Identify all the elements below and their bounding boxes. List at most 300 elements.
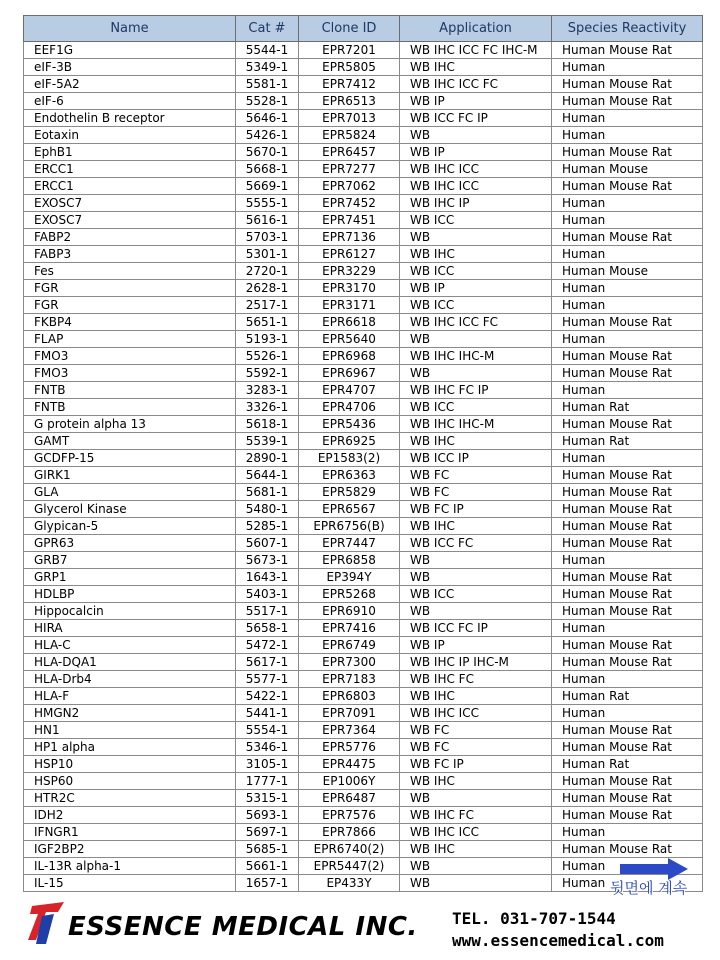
column-header-name: Name (24, 16, 236, 42)
cell-clone: EPR5805 (299, 59, 400, 76)
cell-species: Human (552, 858, 703, 875)
table-row (24, 824, 703, 841)
cell-cat: 5661-1 (236, 858, 299, 875)
cell-clone: EPR3171 (299, 297, 400, 314)
table-row (24, 212, 703, 229)
cell-app: WB FC (400, 739, 552, 756)
cell-app: WB IHC (400, 773, 552, 790)
cell-name: FKBP4 (24, 314, 236, 331)
cell-clone: EPR5447(2) (299, 858, 400, 875)
cell-name: GRB7 (24, 552, 236, 569)
cell-clone: EPR7452 (299, 195, 400, 212)
cell-clone: EPR6803 (299, 688, 400, 705)
cell-cat: 1657-1 (236, 875, 299, 892)
cell-species: Human (552, 382, 703, 399)
cell-clone: EPR7091 (299, 705, 400, 722)
cell-name: HLA-Drb4 (24, 671, 236, 688)
cell-cat: 5472-1 (236, 637, 299, 654)
cell-clone: EPR7062 (299, 178, 400, 195)
cell-cat: 5544-1 (236, 42, 299, 59)
cell-clone: EPR4475 (299, 756, 400, 773)
cell-cat: 5426-1 (236, 127, 299, 144)
cell-cat: 5685-1 (236, 841, 299, 858)
cell-name: HLA-F (24, 688, 236, 705)
cell-species: Human (552, 671, 703, 688)
cell-name: Fes (24, 263, 236, 280)
cell-species: Human Mouse Rat (552, 501, 703, 518)
table-row (24, 399, 703, 416)
cell-name: Endothelin B receptor (24, 110, 236, 127)
cell-app: WB IHC ICC FC (400, 314, 552, 331)
cell-cat: 5668-1 (236, 161, 299, 178)
cell-clone: EPR7447 (299, 535, 400, 552)
table-row (24, 246, 703, 263)
cell-app: WB ICC IP (400, 450, 552, 467)
cell-cat: 5539-1 (236, 433, 299, 450)
table-row (24, 705, 703, 722)
cell-cat: 3326-1 (236, 399, 299, 416)
column-header-application: Application (400, 16, 552, 42)
cell-name: GAMT (24, 433, 236, 450)
table-row (24, 331, 703, 348)
table-row (24, 382, 703, 399)
table-row (24, 518, 703, 535)
table-row (24, 637, 703, 654)
cell-app: WB IHC ICC FC (400, 76, 552, 93)
table-row (24, 280, 703, 297)
cell-cat: 5646-1 (236, 110, 299, 127)
cell-name: ERCC1 (24, 161, 236, 178)
cell-species: Human (552, 297, 703, 314)
cell-app: WB ICC (400, 212, 552, 229)
cell-app: WB IHC (400, 518, 552, 535)
cell-clone: EPR7201 (299, 42, 400, 59)
cell-name: FMO3 (24, 365, 236, 382)
cell-name: FMO3 (24, 348, 236, 365)
website-url: www.essencemedical.com (452, 931, 664, 950)
cell-clone: EPR7412 (299, 76, 400, 93)
cell-species: Human Mouse Rat (552, 348, 703, 365)
cell-clone: EPR7300 (299, 654, 400, 671)
cell-species: Human Mouse Rat (552, 93, 703, 110)
table-row (24, 110, 703, 127)
cell-cat: 5681-1 (236, 484, 299, 501)
cell-app: WB ICC (400, 586, 552, 603)
table-row (24, 365, 703, 382)
table-row (24, 229, 703, 246)
table-row (24, 654, 703, 671)
cell-clone: EP394Y (299, 569, 400, 586)
table-row (24, 144, 703, 161)
cell-cat: 5301-1 (236, 246, 299, 263)
cell-app: WB FC (400, 467, 552, 484)
cell-cat: 3105-1 (236, 756, 299, 773)
cell-app: WB IHC IHC-M (400, 348, 552, 365)
cell-species: Human Rat (552, 399, 703, 416)
cell-app: WB ICC (400, 297, 552, 314)
cell-name: GPR63 (24, 535, 236, 552)
table-row (24, 620, 703, 637)
table-row (24, 467, 703, 484)
cell-app: WB IP (400, 280, 552, 297)
cell-name: HN1 (24, 722, 236, 739)
cell-species: Human (552, 450, 703, 467)
cell-species: Human Mouse Rat (552, 484, 703, 501)
cell-cat: 5617-1 (236, 654, 299, 671)
cell-app: WB IHC ICC (400, 178, 552, 195)
cell-species: Human Mouse Rat (552, 365, 703, 382)
cell-clone: EPR6756(B) (299, 518, 400, 535)
cell-species: Human (552, 620, 703, 637)
cell-cat: 5673-1 (236, 552, 299, 569)
cell-app: WB (400, 875, 552, 892)
cell-cat: 5403-1 (236, 586, 299, 603)
cell-clone: EPR3170 (299, 280, 400, 297)
column-header-clone-id: Clone ID (299, 16, 400, 42)
cell-species: Human Mouse Rat (552, 535, 703, 552)
cell-clone: EPR6910 (299, 603, 400, 620)
cell-cat: 5554-1 (236, 722, 299, 739)
cell-name: Hippocalcin (24, 603, 236, 620)
table-row (24, 739, 703, 756)
table-row (24, 314, 703, 331)
cell-clone: EPR7136 (299, 229, 400, 246)
cell-cat: 5651-1 (236, 314, 299, 331)
cell-clone: EPR6363 (299, 467, 400, 484)
cell-cat: 5193-1 (236, 331, 299, 348)
table-row (24, 127, 703, 144)
cell-app: WB IHC FC (400, 807, 552, 824)
cell-species: Human Rat (552, 688, 703, 705)
cell-name: Eotaxin (24, 127, 236, 144)
cell-app: WB (400, 127, 552, 144)
table-row (24, 773, 703, 790)
cell-clone: EPR6968 (299, 348, 400, 365)
cell-clone: EPR7277 (299, 161, 400, 178)
cell-name: Glycerol Kinase (24, 501, 236, 518)
cell-species: Human (552, 280, 703, 297)
cell-clone: EPR6740(2) (299, 841, 400, 858)
cell-name: HMGN2 (24, 705, 236, 722)
cell-species: Human Mouse Rat (552, 569, 703, 586)
cell-app: WB IHC (400, 246, 552, 263)
cell-clone: EPR7364 (299, 722, 400, 739)
antibody-table-container (23, 15, 702, 892)
cell-app: WB (400, 365, 552, 382)
cell-clone: EPR6858 (299, 552, 400, 569)
cell-app: WB IP (400, 637, 552, 654)
cell-app: WB IP (400, 93, 552, 110)
cell-species: Human Mouse Rat (552, 722, 703, 739)
cell-species: Human (552, 875, 703, 892)
table-row (24, 195, 703, 212)
cell-clone: EPR7451 (299, 212, 400, 229)
table-row (24, 59, 703, 76)
cell-cat: 5349-1 (236, 59, 299, 76)
table-row (24, 688, 703, 705)
cell-app: WB IHC FC IP (400, 382, 552, 399)
cell-species: Human (552, 127, 703, 144)
cell-app: WB ICC FC (400, 535, 552, 552)
table-row (24, 807, 703, 824)
cell-species: Human Mouse Rat (552, 739, 703, 756)
table-row (24, 858, 703, 875)
phone-number: TEL. 031-707-1544 (452, 909, 616, 928)
cell-cat: 5517-1 (236, 603, 299, 620)
cell-app: WB IHC ICC FC IHC-M (400, 42, 552, 59)
cell-app: WB (400, 858, 552, 875)
cell-clone: EPR5436 (299, 416, 400, 433)
table-row (24, 501, 703, 518)
cell-species: Human Mouse Rat (552, 586, 703, 603)
footer (0, 900, 720, 960)
cell-clone: EPR7576 (299, 807, 400, 824)
cell-name: GCDFP-15 (24, 450, 236, 467)
cell-clone: EP1583(2) (299, 450, 400, 467)
cell-clone: EPR6567 (299, 501, 400, 518)
cell-clone: EPR5829 (299, 484, 400, 501)
table-row (24, 756, 703, 773)
cell-cat: 5607-1 (236, 535, 299, 552)
cell-clone: EPR5268 (299, 586, 400, 603)
cell-name: HLA-C (24, 637, 236, 654)
cell-clone: EPR5640 (299, 331, 400, 348)
cell-app: WB ICC FC IP (400, 110, 552, 127)
cell-name: IGF2BP2 (24, 841, 236, 858)
cell-app: WB IHC FC (400, 671, 552, 688)
cell-clone: EPR3229 (299, 263, 400, 280)
cell-species: Human Mouse Rat (552, 229, 703, 246)
cell-app: WB IHC ICC (400, 824, 552, 841)
cell-cat: 5703-1 (236, 229, 299, 246)
cell-species: Human Rat (552, 756, 703, 773)
cell-app: WB FC IP (400, 756, 552, 773)
cell-clone: EPR7866 (299, 824, 400, 841)
table-row (24, 535, 703, 552)
cell-name: HLA-DQA1 (24, 654, 236, 671)
cell-app: WB IHC (400, 841, 552, 858)
cell-clone: EPR4707 (299, 382, 400, 399)
table-row (24, 161, 703, 178)
cell-clone: EPR6967 (299, 365, 400, 382)
cell-cat: 5658-1 (236, 620, 299, 637)
cell-app: WB IP (400, 144, 552, 161)
cell-name: FNTB (24, 382, 236, 399)
cell-clone: EPR4706 (299, 399, 400, 416)
cell-name: IL-15 (24, 875, 236, 892)
cell-clone: EPR6513 (299, 93, 400, 110)
cell-app: WB FC (400, 484, 552, 501)
cell-cat: 1777-1 (236, 773, 299, 790)
cell-cat: 5315-1 (236, 790, 299, 807)
cell-clone: EPR6487 (299, 790, 400, 807)
table-row (24, 42, 703, 59)
table-row (24, 178, 703, 195)
cell-name: FABP3 (24, 246, 236, 263)
cell-species: Human Mouse Rat (552, 603, 703, 620)
cell-cat: 5346-1 (236, 739, 299, 756)
cell-clone: EPR7013 (299, 110, 400, 127)
cell-cat: 5480-1 (236, 501, 299, 518)
cell-name: eIF-3B (24, 59, 236, 76)
column-header-cat: Cat # (236, 16, 299, 42)
company-name: ESSENCE MEDICAL INC. (68, 912, 418, 942)
cell-name: eIF-6 (24, 93, 236, 110)
cell-cat: 2517-1 (236, 297, 299, 314)
cell-name: HP1 alpha (24, 739, 236, 756)
table-row (24, 603, 703, 620)
cell-cat: 5693-1 (236, 807, 299, 824)
cell-name: HTR2C (24, 790, 236, 807)
cell-species: Human Mouse Rat (552, 314, 703, 331)
cell-name: IL-13R alpha-1 (24, 858, 236, 875)
cell-clone: EPR7183 (299, 671, 400, 688)
cell-species: Human Mouse Rat (552, 42, 703, 59)
cell-species: Human (552, 59, 703, 76)
cell-species: Human (552, 705, 703, 722)
cell-species: Human Mouse Rat (552, 144, 703, 161)
table-row (24, 484, 703, 501)
cell-clone: EPR5776 (299, 739, 400, 756)
cell-species: Human Mouse Rat (552, 654, 703, 671)
cell-cat: 5581-1 (236, 76, 299, 93)
cell-name: HIRA (24, 620, 236, 637)
cell-cat: 2890-1 (236, 450, 299, 467)
cell-name: FGR (24, 297, 236, 314)
cell-app: WB IHC ICC (400, 705, 552, 722)
cell-name: EXOSC7 (24, 195, 236, 212)
cell-clone: EPR6749 (299, 637, 400, 654)
cell-app: WB IHC IP IHC-M (400, 654, 552, 671)
cell-name: HDLBP (24, 586, 236, 603)
cell-clone: EPR5824 (299, 127, 400, 144)
cell-app: WB (400, 790, 552, 807)
cell-species: Human (552, 552, 703, 569)
continued-on-back-indicator (610, 858, 715, 900)
table-row (24, 433, 703, 450)
cell-cat: 5670-1 (236, 144, 299, 161)
contact-block (452, 908, 664, 952)
cell-species: Human Mouse Rat (552, 467, 703, 484)
cell-species: Human (552, 110, 703, 127)
cell-app: WB IHC (400, 59, 552, 76)
cell-app: WB ICC (400, 263, 552, 280)
cell-cat: 3283-1 (236, 382, 299, 399)
table-row (24, 93, 703, 110)
cell-app: WB IHC (400, 688, 552, 705)
table-header-row (24, 16, 703, 42)
continued-label: 뒷면에 계속 (610, 879, 688, 897)
antibody-table (23, 15, 703, 892)
cell-cat: 5422-1 (236, 688, 299, 705)
cell-name: Glypican-5 (24, 518, 236, 535)
cell-species: Human Mouse Rat (552, 637, 703, 654)
cell-species: Human Mouse Rat (552, 76, 703, 93)
table-row (24, 569, 703, 586)
cell-name: HSP60 (24, 773, 236, 790)
cell-app: WB ICC FC IP (400, 620, 552, 637)
cell-name: G protein alpha 13 (24, 416, 236, 433)
cell-cat: 5526-1 (236, 348, 299, 365)
table-row (24, 552, 703, 569)
cell-name: eIF-5A2 (24, 76, 236, 93)
table-body (24, 42, 703, 892)
cell-name: FNTB (24, 399, 236, 416)
cell-cat: 5285-1 (236, 518, 299, 535)
cell-species: Human Mouse Rat (552, 841, 703, 858)
cell-species: Human (552, 212, 703, 229)
cell-species: Human (552, 824, 703, 841)
cell-species: Human Mouse (552, 263, 703, 280)
cell-species: Human (552, 331, 703, 348)
table-row (24, 450, 703, 467)
table-row (24, 586, 703, 603)
cell-cat: 5577-1 (236, 671, 299, 688)
cell-cat: 5669-1 (236, 178, 299, 195)
cell-app: WB IHC IHC-M (400, 416, 552, 433)
table-row (24, 671, 703, 688)
cell-name: IFNGR1 (24, 824, 236, 841)
cell-species: Human Mouse Rat (552, 178, 703, 195)
table-row (24, 297, 703, 314)
cell-cat: 5555-1 (236, 195, 299, 212)
cell-app: WB (400, 229, 552, 246)
cell-name: FGR (24, 280, 236, 297)
cell-clone: EPR6127 (299, 246, 400, 263)
table-row (24, 790, 703, 807)
cell-clone: EPR6618 (299, 314, 400, 331)
cell-app: WB IHC (400, 433, 552, 450)
table-row (24, 416, 703, 433)
cell-name: HSP10 (24, 756, 236, 773)
cell-species: Human Mouse Rat (552, 773, 703, 790)
cell-species: Human Rat (552, 433, 703, 450)
cell-app: WB (400, 552, 552, 569)
cell-name: IDH2 (24, 807, 236, 824)
column-header-species: Species Reactivity (552, 16, 703, 42)
table-row (24, 841, 703, 858)
cell-cat: 2628-1 (236, 280, 299, 297)
cell-app: WB IHC IP (400, 195, 552, 212)
cell-clone: EPR7416 (299, 620, 400, 637)
cell-cat: 5592-1 (236, 365, 299, 382)
cell-name: EEF1G (24, 42, 236, 59)
cell-cat: 5616-1 (236, 212, 299, 229)
cell-name: EphB1 (24, 144, 236, 161)
cell-cat: 5528-1 (236, 93, 299, 110)
cell-name: GLA (24, 484, 236, 501)
cell-app: WB FC (400, 722, 552, 739)
table-row (24, 875, 703, 892)
cell-name: EXOSC7 (24, 212, 236, 229)
cell-cat: 5618-1 (236, 416, 299, 433)
cell-cat: 5644-1 (236, 467, 299, 484)
cell-cat: 2720-1 (236, 263, 299, 280)
cell-cat: 5441-1 (236, 705, 299, 722)
cell-species: Human (552, 195, 703, 212)
table-row (24, 348, 703, 365)
cell-species: Human (552, 246, 703, 263)
company-logo-icon (24, 900, 70, 946)
table-row (24, 263, 703, 280)
cell-name: FLAP (24, 331, 236, 348)
cell-species: Human Mouse (552, 161, 703, 178)
cell-name: GRP1 (24, 569, 236, 586)
cell-cat: 1643-1 (236, 569, 299, 586)
cell-species: Human Mouse Rat (552, 790, 703, 807)
table-row (24, 76, 703, 93)
cell-name: FABP2 (24, 229, 236, 246)
